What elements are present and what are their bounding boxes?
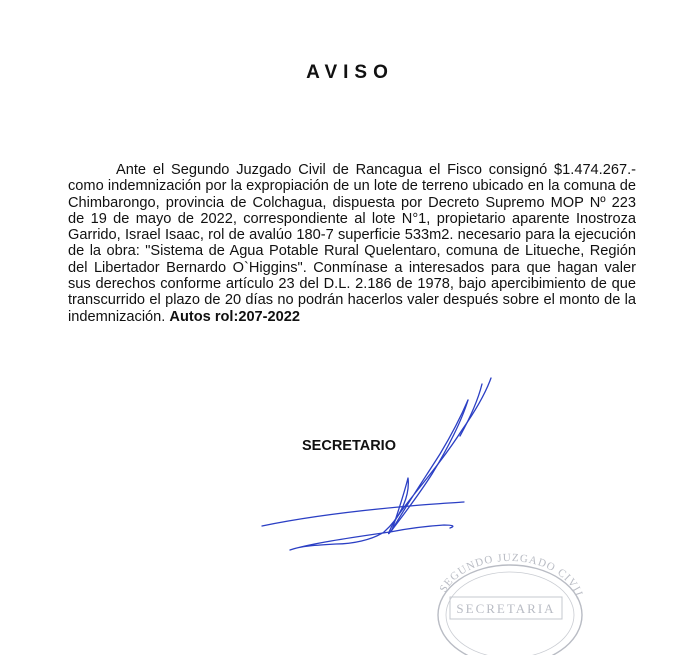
stamp-center-text: SECRETARIA — [456, 601, 556, 616]
signer-title: SECRETARIO — [302, 438, 396, 454]
notice-paragraph: Ante el Segundo Juzgado Civil de Rancagua el Fisco consignó $1.474.267.- como indemnización por la expropiación de un lote de terreno ubicado en la comuna de Chimbarongo, provincia de Colchagua, dispuesta por Decreto Supremo MOP Nº 223 de 19 de mayo de 2022, correspondiente al lote N°1, propietario aparente Inostroza Garrido, Israel Isaac, rol de avalúo 180-7 superficie 533m2. necesario para la ejecución de la obra: "Sistema de Agua Potable Rural Quelentaro, comuna de Litueche, Región del Libertador Bernardo O`Higgins". Conmínase a interesados para que hagan valer sus derechos conforme artículo 23 del D.L. 2.186 de 1978, bajo apercibimiento de que transcurrido el plazo de 20 días no podrán hacerlos valer después sobre el monto de la indemnización. — [68, 162, 636, 325]
case-reference: Autos rol:207-2022 — [169, 308, 301, 325]
notice-title: AVISO — [306, 62, 394, 83]
svg-text:SEGUNDO JUZGADO CIVIL — [437, 552, 586, 601]
stamp-arc-text: SEGUNDO JUZGADO CIVIL — [437, 551, 587, 602]
court-stamp — [420, 545, 600, 655]
